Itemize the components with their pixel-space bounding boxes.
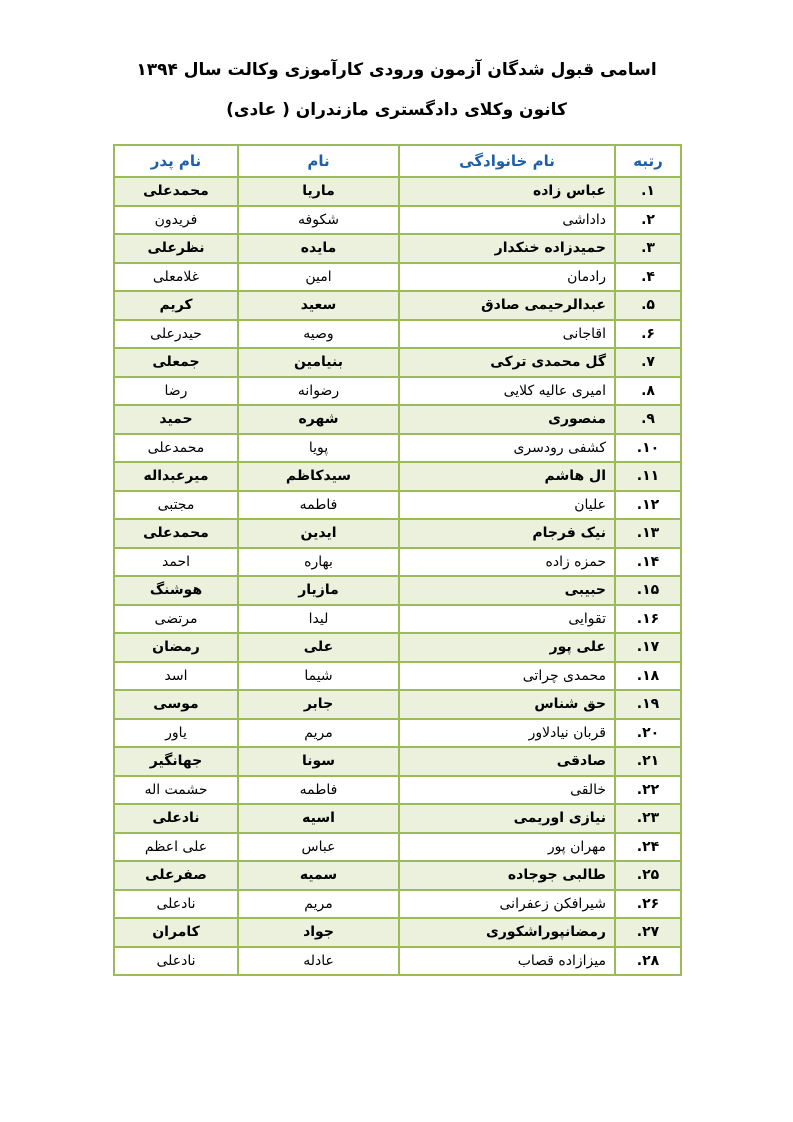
family-cell: طالبی جوجاده	[399, 861, 615, 890]
family-cell: داداشی	[399, 206, 615, 235]
table-row	[114, 206, 681, 235]
rank-cell: ۱۸.	[615, 662, 681, 691]
name-cell: مریم	[238, 719, 399, 748]
name-cell: فاطمه	[238, 491, 399, 520]
family-cell: صادقی	[399, 747, 615, 776]
name-cell: بنیامین	[238, 348, 399, 377]
table-row	[114, 548, 681, 577]
family-cell: گل محمدی ترکی	[399, 348, 615, 377]
name-cell: بهاره	[238, 548, 399, 577]
father-cell: حیدرعلی	[114, 320, 238, 349]
table-row	[114, 719, 681, 748]
rank-cell: ۸.	[615, 377, 681, 406]
name-cell: شیما	[238, 662, 399, 691]
family-cell: قربان نیادلاور	[399, 719, 615, 748]
father-cell: مجتبی	[114, 491, 238, 520]
rank-cell: ۵.	[615, 291, 681, 320]
family-cell: خالقی	[399, 776, 615, 805]
father-cell: موسی	[114, 690, 238, 719]
family-cell: منصوری	[399, 405, 615, 434]
father-cell: جهانگیر	[114, 747, 238, 776]
page-subtitle: کانون وکلای دادگستری مازندران ( عادی)	[226, 100, 567, 120]
rank-cell: ۲۷.	[615, 918, 681, 947]
family-cell: ال هاشم	[399, 462, 615, 491]
family-cell: تقوایی	[399, 605, 615, 634]
family-cell: حمزه زاده	[399, 548, 615, 577]
table-row	[114, 804, 681, 833]
rank-cell: ۶.	[615, 320, 681, 349]
father-cell: محمدعلی	[114, 177, 238, 206]
table-row	[114, 434, 681, 463]
table-header-row	[114, 145, 681, 177]
table-row	[114, 662, 681, 691]
father-cell: صفرعلی	[114, 861, 238, 890]
name-cell: سعید	[238, 291, 399, 320]
table-row	[114, 576, 681, 605]
father-cell: مرتضی	[114, 605, 238, 634]
name-cell: امین	[238, 263, 399, 292]
father-cell: رضا	[114, 377, 238, 406]
father-cell: محمدعلی	[114, 434, 238, 463]
family-cell: حمیدزاده خنکدار	[399, 234, 615, 263]
name-cell: اسیه	[238, 804, 399, 833]
table-row	[114, 263, 681, 292]
name-cell: شهره	[238, 405, 399, 434]
table-row	[114, 947, 681, 976]
name-cell: سیدکاظم	[238, 462, 399, 491]
father-cell: رمضان	[114, 633, 238, 662]
family-cell: کشفی رودسری	[399, 434, 615, 463]
rank-cell: ۱۶.	[615, 605, 681, 634]
name-cell: عادله	[238, 947, 399, 976]
family-cell: امیری عالیه کلایی	[399, 377, 615, 406]
table-row	[114, 491, 681, 520]
table-row	[114, 405, 681, 434]
rank-cell: ۲.	[615, 206, 681, 235]
name-cell: مریم	[238, 890, 399, 919]
name-cell: شکوفه	[238, 206, 399, 235]
table-row	[114, 177, 681, 206]
rank-cell: ۱۱.	[615, 462, 681, 491]
name-cell: علی	[238, 633, 399, 662]
table-row	[114, 605, 681, 634]
father-cell: احمد	[114, 548, 238, 577]
family-cell: حق شناس	[399, 690, 615, 719]
table-row	[114, 833, 681, 862]
rank-cell: ۱۳.	[615, 519, 681, 548]
father-cell: فریدون	[114, 206, 238, 235]
name-cell: مایده	[238, 234, 399, 263]
rank-cell: ۱۴.	[615, 548, 681, 577]
table-row	[114, 320, 681, 349]
table-row	[114, 690, 681, 719]
father-cell: جمعلی	[114, 348, 238, 377]
table-row	[114, 234, 681, 263]
name-cell: سمیه	[238, 861, 399, 890]
father-cell: هوشنگ	[114, 576, 238, 605]
table-row	[114, 747, 681, 776]
family-cell: رمضانپوراشکوری	[399, 918, 615, 947]
rank-cell: ۹.	[615, 405, 681, 434]
father-cell: حمید	[114, 405, 238, 434]
table-row	[114, 377, 681, 406]
family-cell: مهران پور	[399, 833, 615, 862]
father-cell: نادعلی	[114, 947, 238, 976]
family-cell: حبیبی	[399, 576, 615, 605]
family-cell: نیک فرجام	[399, 519, 615, 548]
family-cell: نیازی اوریمی	[399, 804, 615, 833]
table-row	[114, 462, 681, 491]
rank-cell: ۱۷.	[615, 633, 681, 662]
rank-cell: ۲۰.	[615, 719, 681, 748]
rank-cell: ۲۲.	[615, 776, 681, 805]
rank-cell: ۱.	[615, 177, 681, 206]
table-row	[114, 291, 681, 320]
name-cell: رضوانه	[238, 377, 399, 406]
father-cell: اسد	[114, 662, 238, 691]
table-row	[114, 519, 681, 548]
name-cell: عباس	[238, 833, 399, 862]
father-cell: نظرعلی	[114, 234, 238, 263]
family-cell: رادمان	[399, 263, 615, 292]
table-row	[114, 890, 681, 919]
table-body	[114, 177, 681, 975]
family-cell: عبدالرحیمی صادق	[399, 291, 615, 320]
name-cell: جابر	[238, 690, 399, 719]
family-cell: علی پور	[399, 633, 615, 662]
column-header-rank: رتبه	[615, 145, 681, 177]
father-cell: کامران	[114, 918, 238, 947]
family-cell: علیان	[399, 491, 615, 520]
column-header-father: نام پدر	[114, 145, 238, 177]
results-table	[113, 144, 682, 976]
name-cell: لیدا	[238, 605, 399, 634]
family-cell: اقاجانی	[399, 320, 615, 349]
rank-cell: ۱۵.	[615, 576, 681, 605]
name-cell: سونا	[238, 747, 399, 776]
father-cell: یاور	[114, 719, 238, 748]
father-cell: نادعلی	[114, 890, 238, 919]
name-cell: مازیار	[238, 576, 399, 605]
rank-cell: ۲۴.	[615, 833, 681, 862]
rank-cell: ۲۱.	[615, 747, 681, 776]
family-cell: محمدی چراتی	[399, 662, 615, 691]
family-cell: میزازاده قصاب	[399, 947, 615, 976]
father-cell: حشمت اله	[114, 776, 238, 805]
father-cell: غلامعلی	[114, 263, 238, 292]
table-row	[114, 861, 681, 890]
rank-cell: ۱۹.	[615, 690, 681, 719]
rank-cell: ۲۵.	[615, 861, 681, 890]
name-cell: ماریا	[238, 177, 399, 206]
column-header-name: نام	[238, 145, 399, 177]
father-cell: کریم	[114, 291, 238, 320]
table-row	[114, 776, 681, 805]
rank-cell: ۳.	[615, 234, 681, 263]
page-title: اسامی قبول شدگان آزمون ورودی کارآموزی وکالت سال ۱۳۹۴	[136, 60, 657, 80]
rank-cell: ۴.	[615, 263, 681, 292]
rank-cell: ۷.	[615, 348, 681, 377]
rank-cell: ۱۲.	[615, 491, 681, 520]
father-cell: محمدعلی	[114, 519, 238, 548]
family-cell: عباس زاده	[399, 177, 615, 206]
column-header-family: نام خانوادگی	[399, 145, 615, 177]
name-cell: پویا	[238, 434, 399, 463]
father-cell: علی اعظم	[114, 833, 238, 862]
table-row	[114, 918, 681, 947]
table-row	[114, 633, 681, 662]
name-cell: جواد	[238, 918, 399, 947]
rank-cell: ۱۰.	[615, 434, 681, 463]
name-cell: فاطمه	[238, 776, 399, 805]
name-cell: وصیه	[238, 320, 399, 349]
rank-cell: ۲۸.	[615, 947, 681, 976]
rank-cell: ۲۳.	[615, 804, 681, 833]
rank-cell: ۲۶.	[615, 890, 681, 919]
father-cell: نادعلی	[114, 804, 238, 833]
table-row	[114, 348, 681, 377]
father-cell: میرعبداله	[114, 462, 238, 491]
family-cell: شیرافکن زعفرانی	[399, 890, 615, 919]
name-cell: ایدین	[238, 519, 399, 548]
